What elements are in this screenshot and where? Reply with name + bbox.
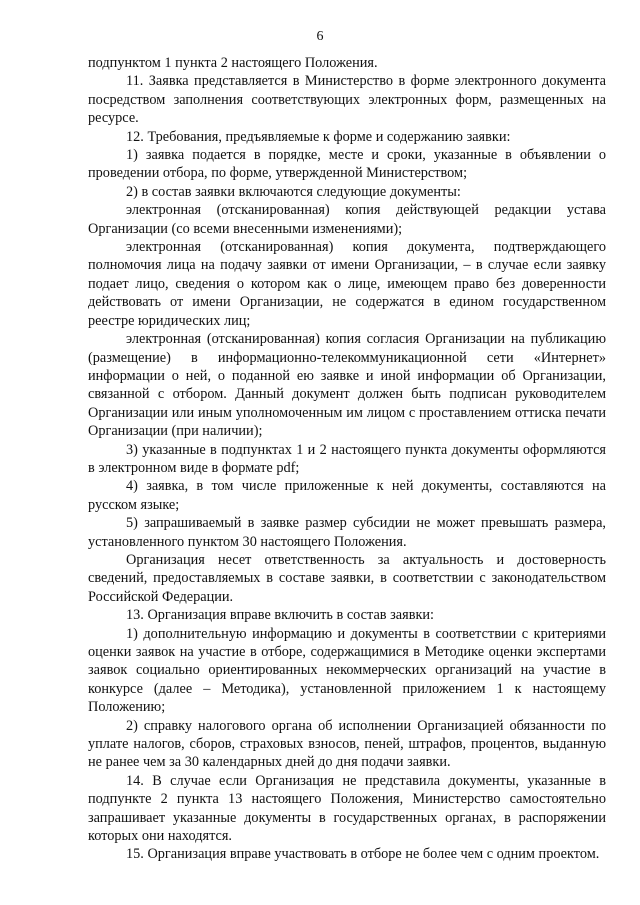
paragraph-item-12-3: 3) указанные в подпунктах 1 и 2 настоящего пункта документы оформляются в электронном виде в формате pdf; bbox=[88, 441, 606, 476]
paragraph-item-12-5: 5) запрашиваемый в заявке размер субсидии не может превышать размера, установленного пунктом 30 настоящего Положения. bbox=[88, 515, 606, 550]
paragraph-item-11: 11. Заявка представляется в Министерство в форме электронного документа посредством заполнения соответствующих электронных форм, размещенных на ресурсе. bbox=[88, 73, 606, 127]
paragraph-item-12-1: 1) заявка подается в порядке, месте и сроки, указанные в объявлении о проведении отбора, по форме, утвержденной Министерством; bbox=[88, 147, 606, 182]
paragraph-charter-copy: электронная (отсканированная) копия действующей редакции устава Организации (со всеми внесенными изменениями); bbox=[88, 202, 606, 237]
paragraph-item-12-heading: 12. Требования, предъявляемые к форме и содержанию заявки: bbox=[126, 128, 511, 145]
document-body bbox=[88, 54, 606, 864]
paragraph-consent-copy: электронная (отсканированная) копия согласия Организации на публикацию (размещение) в информационно-телекоммуникационной сети «Интернет» информации о ней, о поданной ею заявке и иной информации об Организации, связанной с отбором. Данный документ должен быть подписан руководителем Организации или иным уполномоченным им лицом с проставлением оттиска печати Организации (при наличии); bbox=[88, 331, 606, 440]
paragraph-continuation: подпунктом 1 пункта 2 настоящего Положения. bbox=[88, 55, 378, 71]
page-number: 6 bbox=[316, 29, 324, 44]
paragraph-item-13-1: 1) дополнительную информацию и документы в соответствии с критериями оценки заявок на участие в отборе, содержащимися в Методике оценки экспертами заявок социально ориентированных некоммерческих организаций на участие в конкурсе (далее – Методика), установленной приложением 1 к настоящему Положению; bbox=[88, 625, 606, 716]
paragraph-authority-copy: электронная (отсканированная) копия документа, подтверждающего полномочия лица на подачу заявки от имени Организации, – в случае если заявку подает лицо, сведения о котором как о лице, имеющем право без доверенности действовать от имени Организации, не содержатся в едином государственном реестре юридических лиц; bbox=[88, 239, 606, 329]
paragraph-responsibility: Организация несет ответственность за актуальность и достоверность сведений, предоставляемых в составе заявки, в соответствии с законодательством Российской Федерации. bbox=[88, 551, 606, 605]
paragraph-item-13-heading: 13. Организация вправе включить в состав заявки: bbox=[126, 607, 435, 624]
paragraph-item-13-2: 2) справку налогового органа об исполнении Организацией обязанности по уплате налогов, сборов, страховых взносов, пеней, штрафов, процентов, выданную не ранее чем за 30 календарных дней до дня подачи заявки. bbox=[88, 717, 606, 771]
paragraph-item-12-4: 4) заявка, в том числе приложенные к ней документы, составляются на русском языке; bbox=[88, 478, 606, 513]
paragraph-item-12-2: 2) в состав заявки включаются следующие документы: bbox=[126, 183, 461, 200]
paragraph-item-14: 14. В случае если Организация не представила документы, указанные в подпункте 2 пункта 13 настоящего Положения, Министерство самостоятельно запрашивает указанные документы в государственных органах, в распоряжении которых они находятся. bbox=[88, 772, 606, 845]
paragraph-item-15: 15. Организация вправе участвовать в отборе не более чем с одним проектом. bbox=[126, 846, 600, 863]
